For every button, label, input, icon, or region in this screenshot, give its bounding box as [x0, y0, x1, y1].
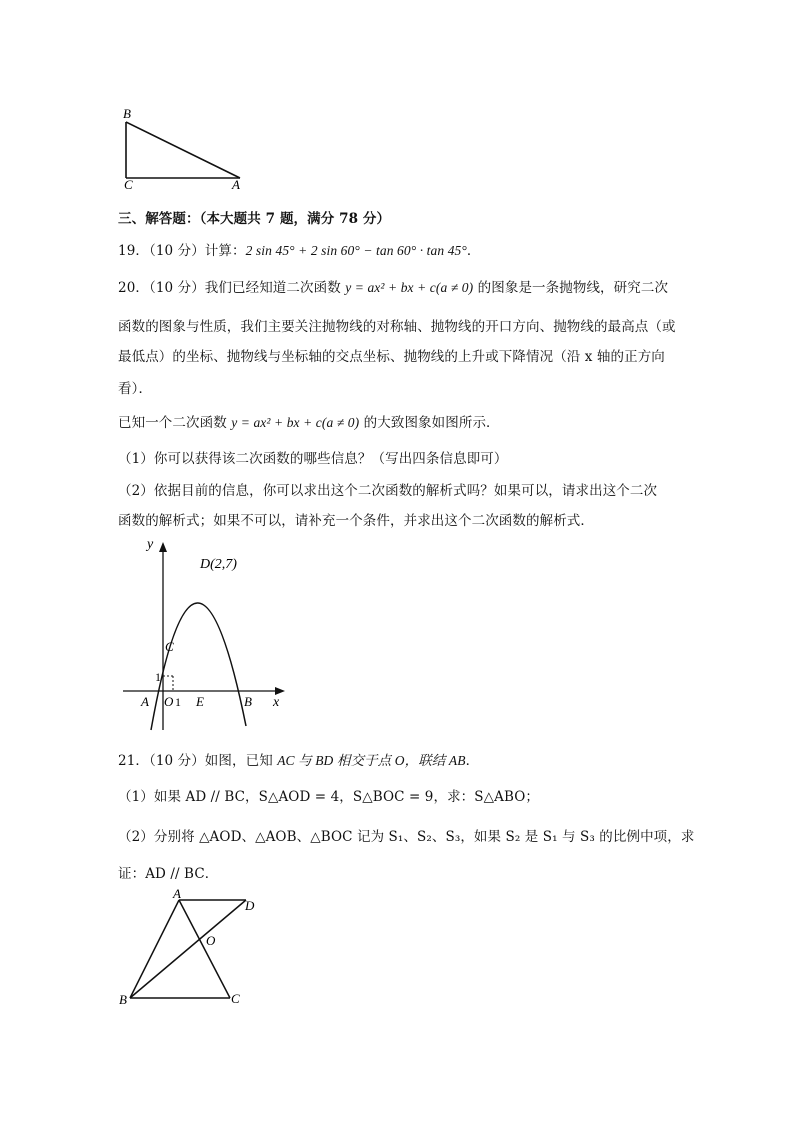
q21-suffix: ． [465, 753, 480, 769]
y-axis-arrow-icon [159, 542, 167, 552]
segment-ab [130, 900, 179, 998]
question-20-line5 [118, 411, 500, 431]
parabola-figure [115, 530, 295, 735]
question-20-part2-line1: （2）依据目前的信息，你可以求出这个二次函数的解析式吗？如果可以，请求出这个二次 [118, 483, 658, 499]
y-axis-label: y [147, 537, 154, 552]
q21-prefix: 21．（10 分）如图，已知 [118, 753, 278, 769]
question-21-line1 [118, 749, 479, 769]
question-21-part1: （1）如果 AD // BC，S△AOD = 4，S△BOC = 9，求：S△ABO； [118, 789, 539, 805]
question-20-part2-line2: 函数的解析式；如果不可以，请补充一个条件，并求出这个二次函数的解析式． [118, 513, 594, 529]
label-b: B [123, 106, 131, 121]
quadrilateral-figure [110, 885, 270, 1010]
question-20-line4: 看）． [118, 381, 153, 397]
q20-prefix: 20．（10 分）我们已经知道二次函数 [118, 280, 346, 296]
label-o: O [164, 694, 174, 709]
label-unit-x: 1 [175, 695, 181, 709]
label-a: A [141, 694, 149, 709]
q21-given: AC 与 BD 相交于点 O，联结 AB [277, 753, 466, 768]
q20-given-prefix: 已知一个二次函数 [118, 415, 232, 431]
q20-given-suffix: 的大致图象如图所示． [359, 415, 500, 431]
q20-function-expr: y = ax² + bx + c(a ≠ 0) [345, 280, 474, 295]
question-21-part2-line2: 证：AD // BC． [118, 866, 219, 882]
label-o: O [206, 933, 216, 948]
question-20-part1: （1）你可以获得该二次函数的哪些信息？（写出四条信息即可） [118, 451, 508, 467]
side-ba [126, 122, 240, 178]
question-21-part2-line1: （2）分别将 △AOD、△AOB、△BOC 记为 S₁、S₂、S₃，如果 S₂ 是 S₁ 与 S₃ 的比例中项，求 [118, 829, 695, 845]
label-a: A [232, 177, 240, 192]
question-20-line1 [118, 276, 668, 296]
triangle-figure [110, 100, 260, 195]
label-b: B [244, 694, 252, 709]
q20-suffix: 的图象是一条抛物线，研究二次 [473, 280, 669, 296]
q20-given-expr: y = ax² + bx + c(a ≠ 0) [231, 415, 360, 430]
label-c: C [165, 639, 174, 654]
parabola-curve [151, 603, 246, 730]
section-heading: 三、解答题：（本大题共 7 题，满分 78 分） [118, 211, 391, 227]
label-a: A [173, 886, 181, 901]
segment-ac [179, 900, 230, 998]
question-20-line2: 函数的图象与性质，我们主要关注抛物线的对称轴、抛物线的开口方向、抛物线的最高点（或 [118, 319, 676, 335]
question-19 [118, 239, 481, 259]
q19-suffix: ． [466, 243, 481, 259]
label-c: C [124, 177, 133, 192]
segment-bd [130, 900, 246, 998]
label-d: D [245, 898, 255, 913]
label-unit-y: 1 [155, 670, 161, 684]
x-axis-arrow-icon [275, 687, 285, 695]
q19-prefix: 19．（10 分）计算： [118, 243, 246, 259]
x-axis-label: x [273, 695, 280, 710]
vertex-label: D(2,7) [200, 557, 237, 572]
label-b: B [119, 992, 127, 1007]
q19-expression: 2 sin 45° + 2 sin 60° − tan 60° · tan 45° [245, 243, 467, 258]
question-20-line3: 最低点）的坐标、抛物线与坐标轴的交点坐标、抛物线的上升或下降情况（沿 x 轴的正方向 [118, 349, 665, 365]
label-c: C [231, 991, 240, 1006]
label-e: E [196, 694, 204, 709]
